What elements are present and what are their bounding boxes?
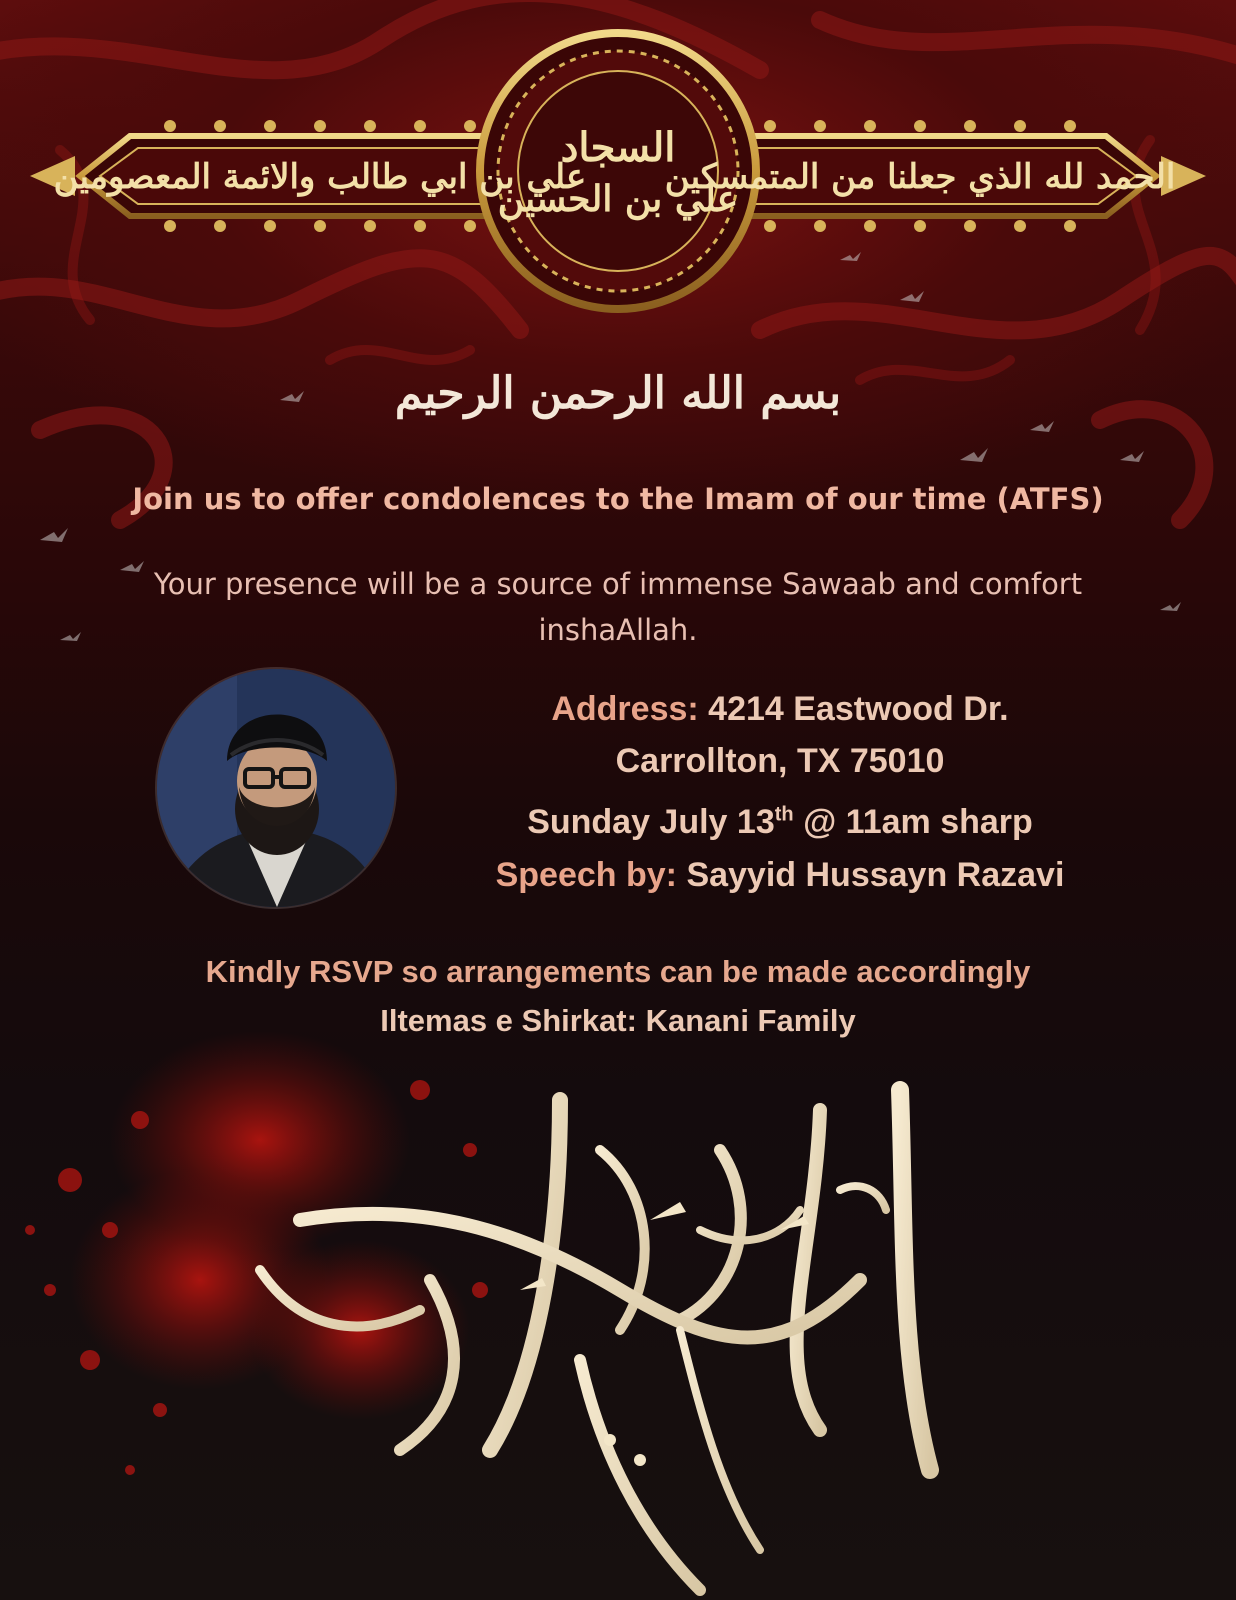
svg-text:علي بن الحسين: علي بن الحسين [497, 178, 739, 220]
address-street: 4214 Eastwood Dr. [708, 690, 1009, 728]
event-time: @ 11am sharp [803, 803, 1033, 841]
speaker-name: Sayyid Hussayn Razavi [686, 856, 1065, 894]
iltemas-label: Iltemas e Shirkat: [380, 1003, 637, 1038]
event-headline: Join us to offer condolences to the Imam of our time (ATFS) [132, 482, 1104, 516]
speech-label: Speech by: [495, 856, 677, 894]
event-date: Sunday July 13 [527, 803, 775, 841]
rsvp-note: Kindly RSVP so arrangements can be made accordingly [205, 954, 1031, 989]
event-subline: Your presence will be a source of immense Sawaab and comfort inshaAllah. [153, 567, 1083, 647]
bismillah-heading: بسم الله الرحمن الرحيم [394, 368, 842, 419]
calligraphy-artwork [0, 1030, 1236, 1600]
iltemas-family: Kanani Family [645, 1003, 856, 1038]
address-line-1 [400, 690, 1160, 729]
svg-text:علي بن ابي طالب والائمة المعصو: علي بن ابي طالب والائمة المعصومين [53, 157, 587, 197]
speaker-portrait [157, 669, 395, 907]
event-date-time [400, 803, 1160, 842]
address-label: Address: [551, 690, 699, 728]
svg-text:السجاد: السجاد [560, 124, 676, 171]
svg-text:الحمد لله الذي جعلنا من المتمس: الحمد لله الذي جعلنا من المتمسكين [664, 157, 1176, 197]
date-ordinal-suffix: th [774, 803, 794, 826]
speaker-line [400, 856, 1160, 895]
ornamental-banner [20, 26, 1216, 316]
address-line-2: Carrollton, TX 75010 [615, 742, 945, 780]
